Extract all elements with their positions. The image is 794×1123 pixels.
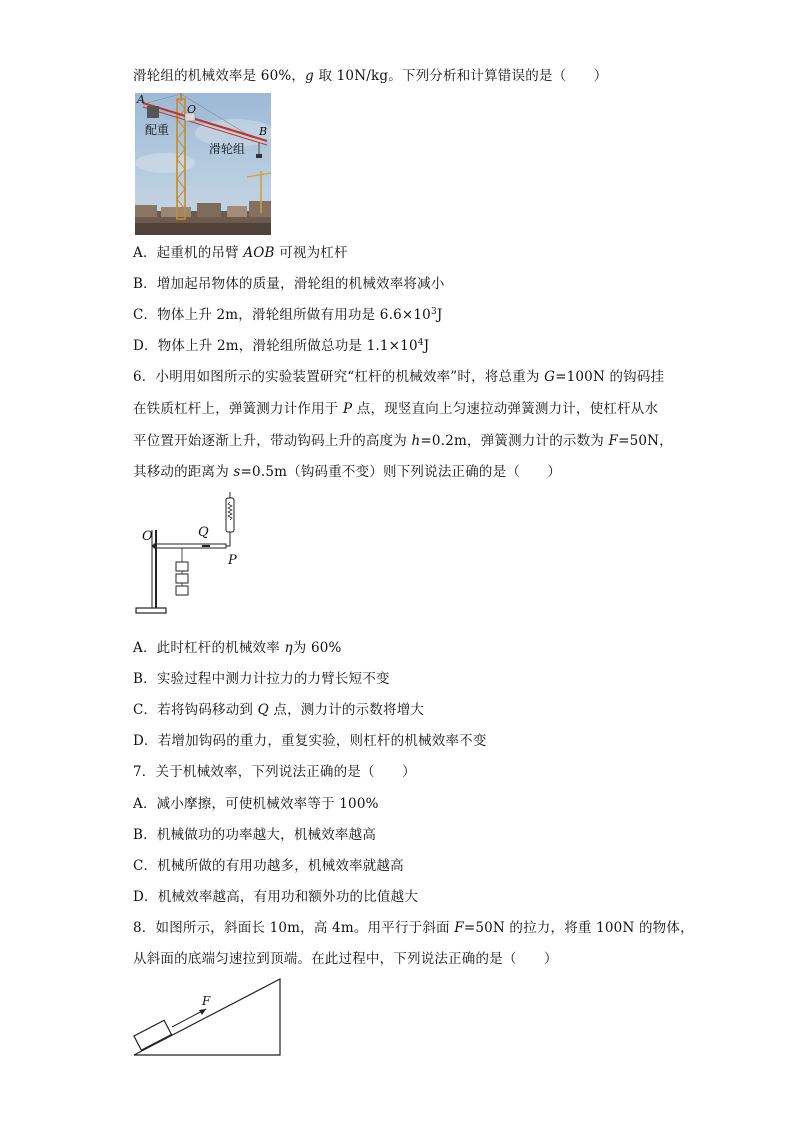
q5-option-c: C．物体上升 2m，滑轮组所做有用功是 $6.6\times 10^3J$ bbox=[133, 307, 443, 323]
q7-option-a: A．减小摩擦，可使机械效率等于 100% bbox=[133, 796, 379, 812]
q8-stem-line2: 从斜面的底端匀速拉到顶端。在此过程中，下列说法正确的是（ ） bbox=[133, 951, 558, 967]
q6-stem-line2: 在铁质杠杆上，弹簧测力计作用于 P 点，现竖直向上匀速拉动弹簧测力计，使杠杆从水 bbox=[133, 401, 659, 417]
q6-option-c: C．若将钩码移动到 Q 点，测力计的示数将增大 bbox=[133, 702, 425, 718]
q6-stem-line1: 6．小明用如图所示的实验装置研究“杠杆的机械效率”时，将总重为 G=100N 的钩码挂 bbox=[133, 369, 665, 385]
q5-option-d: D．物体上升 2m，滑轮组所做总功是 $1.1\times 10^4J$ bbox=[133, 338, 430, 354]
crane-photo bbox=[135, 93, 271, 235]
lever-label-Q: Q bbox=[198, 525, 209, 540]
photo-label-pulley: 滑轮组 bbox=[209, 142, 246, 156]
lever-label-P: P bbox=[228, 553, 237, 568]
q6-option-b: B．实验过程中测力计拉力的力臂长短不变 bbox=[133, 671, 390, 687]
photo-label-counterweight: 配重 bbox=[145, 123, 170, 137]
q6-stem-line4: 其移动的距离为 s=0.5m（钩码重不变）则下列说法正确的是（ ） bbox=[133, 464, 562, 480]
q5-stem-tail: 滑轮组的机械效率是 60%，g 取 10N/kg。下列分析和计算错误的是（ ） bbox=[133, 68, 608, 84]
incline-label-F: F bbox=[202, 994, 211, 1008]
q8-stem-line1: 8．如图所示，斜面长 10m，高 4m。用平行于斜面 F=50N 的拉力，将重 100N 的物体， bbox=[133, 920, 694, 936]
photo-label-B: B bbox=[259, 125, 268, 138]
q7-stem: 7．关于机械效率，下列说法正确的是（ ） bbox=[133, 764, 416, 780]
q7-option-b: B．机械做功的功率越大，机械效率越高 bbox=[133, 827, 377, 843]
photo-label-A: A bbox=[137, 93, 145, 106]
q6-stem-line3: 平位置开始逐渐上升，带动钩码上升的高度为 h=0.2m，弹簧测力计的示数为 F=50N， bbox=[133, 433, 673, 449]
q5-option-b: B．增加起吊物体的质量，滑轮组的机械效率将减小 bbox=[133, 276, 445, 292]
lever-figure bbox=[132, 490, 252, 624]
q6-option-d: D．若增加钩码的重力，重复实验，则杠杆的机械效率不变 bbox=[133, 733, 487, 749]
q6-option-a: A．此时杠杆的机械效率 η为 60% bbox=[133, 640, 342, 656]
lever-label-O: O bbox=[142, 529, 153, 544]
incline-figure bbox=[130, 975, 285, 1061]
q7-option-c: C．机械所做的有用功越多，机械效率就越高 bbox=[133, 858, 404, 874]
photo-label-O: O bbox=[187, 103, 197, 116]
q7-option-d: D．机械效率越高，有用功和额外功的比值越大 bbox=[133, 889, 419, 905]
q5-option-a: A．起重机的吊臂 AOB 可视为杠杆 bbox=[133, 245, 348, 261]
